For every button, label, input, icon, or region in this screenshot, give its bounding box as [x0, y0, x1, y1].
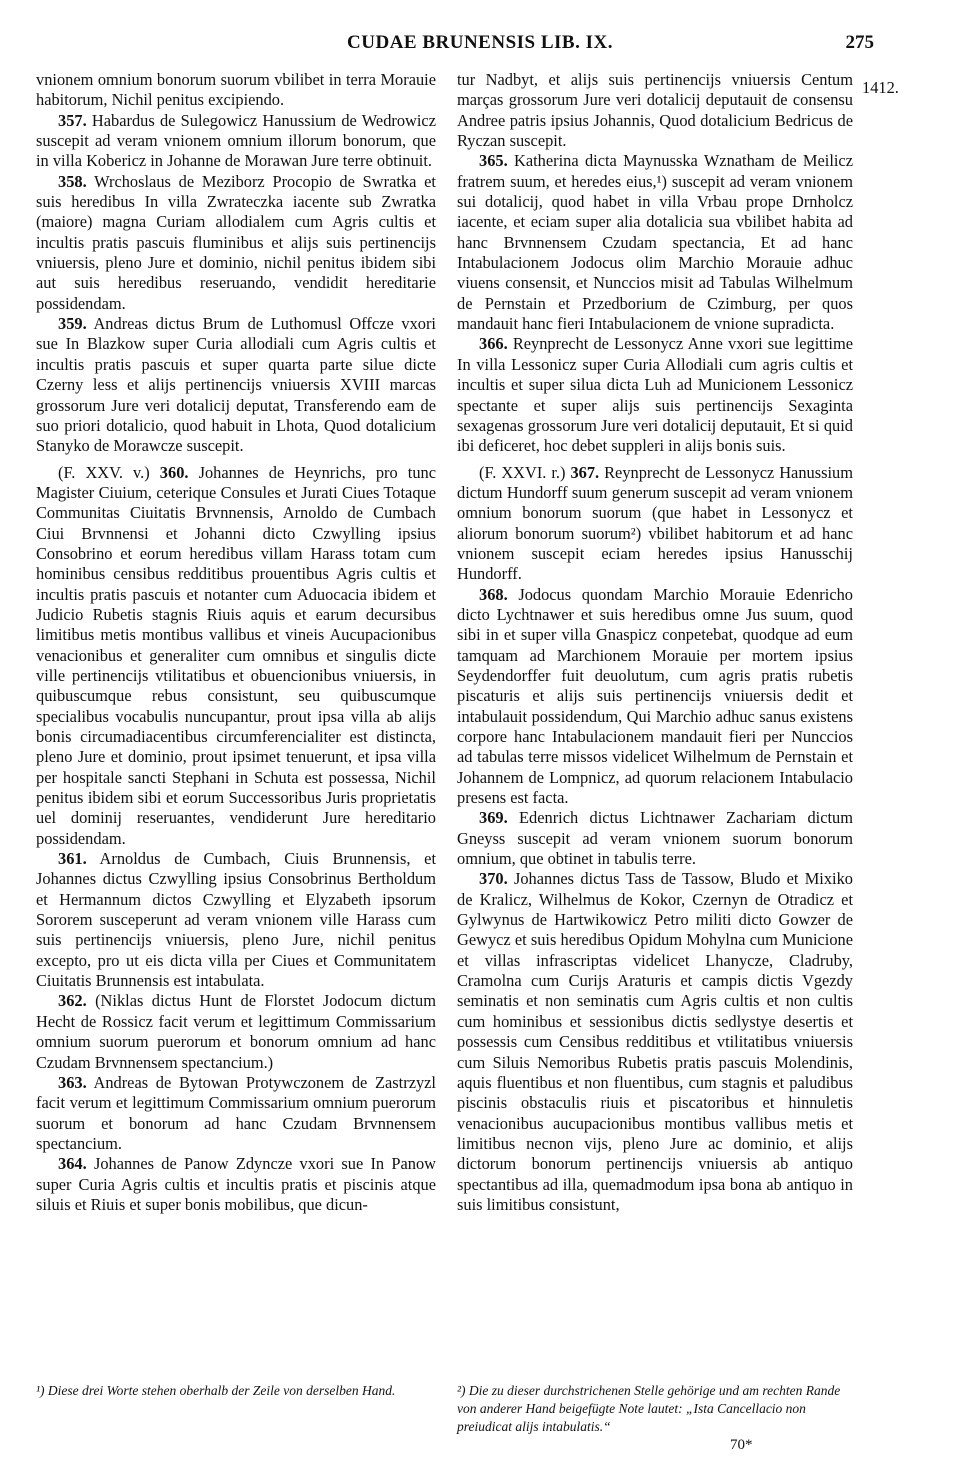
entry-text: (Niklas dictus Hunt de Florstet Jodocum dictum Hecht de Rossicz facit verum et legittimum Commissarium omnium suorum puerorum et bonorum omnium ad hanc Czudam Brvnnensem spectancium.): [36, 991, 436, 1072]
entry-text: Johannes de Heynrichs, pro tunc Magister Ciuium, ceterique Consules et Jurati Ciues Totaque Communitas Ciuitatis Brvnnensis, Arnoldo de Cumbach Ciui Brvnnensi et Johanni dicto Czwylling ipsius Consobrino et eorum heredibus villam Harass totam cum hominibus censibus redditibus prouentibus Agris cultis et incultis pratis pascuis et notanter cum Aduocacia ibidem et Judicio Rubetis stagnis Riuis aquis et earum decursibus limitibus metis montibus vallibus et vineis Aucupacionibus venacionibus et generaliter cum omnibus et singulis dicte ville pertinencijs vtilitatibus et obuencionibus vniuersis, in quibuscumque rebus consistunt, seu quibuscumque specialibus vocabulis nuncupantur, prout ipsa villa ab alijs bonis circumadiacentibus circumferencialiter est distincta, pleno Jure et dominio, prout ipsimet tenuerunt, et ipsa villa per hospitale sancti Stephani in Schuta est possessa, Nichil penitus ibidem sibi et eorum Successoribus Juris proprietatis uel dominij reseruantes, vendiderunt Jure hereditario possidendam.: [36, 462, 436, 848]
entry-number: 367.: [570, 462, 600, 482]
folio-marker: (F. XXVI. r.): [479, 462, 566, 482]
footnote-left: [36, 1382, 436, 1400]
entry-text: Arnoldus de Cumbach, Ciuis Brunnensis, et Johannes dictus Czwylling ipsius Consobrinus Bertholdum et Hermannum dictos Czwylling et Elyzabeth ipsorum Sororem susceperunt ad veram vnionem ville Harass cum suis pertinencijs vniuersis, pleno Jure, nichil penitus excepto, pro ut eis dicta villa per Ciues et Communitatem Ciuitatis Brunnensis est intabulata.: [36, 849, 436, 991]
entry-text: Johannes de Panow Zdyncze vxori sue In Panow super Curia Agris cultis et incultis pratis et piscinis atque siluis et Riuis et super bonis mobilibus, que dicun-: [36, 1154, 436, 1214]
entry-text: vnionem omnium bonorum suorum vbilibet in terra Morauie habitorum, Nichil penitus excipiendo.: [36, 70, 436, 110]
entry-text: Johannes dictus Tass de Tassow, Bludo et Mixiko de Kralicz, Wilhelmus de Kokor, Czernyn de Otradicz et Gylwynus de Hartwikowicz Petro militi dicto Gowzer de Gewycz et suis heredibus Opidum Mohylna cum Municione et villas infrascriptas videlicet Lhanycze, Cladruby, Cramolna cum Curijs Araturis et campis dictis Vgezdy seminatis et non seminatis cum Agris cultis et non cultis cum hominibus et sessionibus dictis sedlystye desertis et possessis cum Censibus redditibus et vtilitatibus vniuersis cum Siluis Nemoribus Rubetis pratis pascuis Molendinis, aquis fluentibus et non fluentibus, cum stagnis et paludibus piscinis obstaculis riuis et piscatoribus et hinnuletis venacionibus aucupacionibus montibus vallibus metis et limitibus necnon vijs, pleno Jure ac dominio, et alijs dictorum bonorum pertinencijs vniuersis ab antiquo spectantibus ad illa, quemadmodum ipsa bona ab antiquo in suis limitibus consistunt,: [457, 869, 853, 1214]
running-head: [0, 28, 960, 62]
left-column: [36, 70, 436, 1215]
signature-mark: 70*: [730, 1437, 753, 1453]
margin-year: 1412.: [862, 78, 899, 97]
entry-continuation: [457, 70, 853, 151]
entry-text: Edenrich dictus Lichtnawer Zachariam dictum Gneyss suscepit ad veram vnionem suorum bonorum omnium, que obtinet in tabulis terre.: [457, 808, 853, 869]
entry-text: Reynprecht de Lessonycz Anne vxori sue legittime In villa Lessonicz super Curia Allodiali cum agris cultis et incultis et super silua dicta Luh ad Municionem Lessonicz spectante et super alijs suis pertinencijs Sexaginta sexagenas grossorum Jure veri dotalicij deputauit, Et si quid ibi deficeret, hoc debet suppleri in alijs bonis suis.: [457, 334, 853, 456]
entry-number: 360.: [159, 462, 189, 482]
entry-359: [36, 314, 436, 456]
entry-text: Andreas dictus Brum de Luthomusl Offcze vxori sue In Blazkow super Curia allodiali cum Agris cultis et incultis pratis pascuis et super quarta parte silue dicte Czerny less et alijs pertinencijs vniuersis XVIII marcas grossorum Jure veri dotalicij deputat, Transferendo eam de suo priori dotalicio, quod habuit in Lhota, Quod dotalicium Stanyko de Morawcze suscepit.: [36, 314, 436, 456]
entry-number: 357.: [58, 110, 87, 130]
right-column: [457, 70, 853, 1215]
entry-number: 369.: [479, 808, 508, 828]
entry-361: [36, 849, 436, 991]
entry-number: 366.: [479, 334, 508, 354]
entry-366: [457, 334, 853, 456]
entry-number: 362.: [58, 991, 87, 1011]
entry-365: [457, 151, 853, 334]
entry-number: 364.: [58, 1154, 87, 1174]
running-title: CUDAE BRUNENSIS LIB. IX.: [347, 32, 613, 53]
entry-text: Reynprecht de Lessonycz Hanussium dictum Hundorff suum generum suscepit ad veram vnionem omnium bonorum suorum (que habet in Lessonycz et aliorum bonorum suorum²) vbilibet habitorum et ad hanc vnionem suscepit eciam heredes ipsius Hanusschij Hundorff.: [457, 462, 853, 584]
footnote-right: [457, 1382, 853, 1436]
entry-363: [36, 1073, 436, 1154]
entry-358: [36, 172, 436, 314]
entry-number: 359.: [58, 314, 87, 334]
entry-number: 370.: [479, 869, 508, 889]
entry-357: [36, 111, 436, 172]
entry-number: 361.: [58, 849, 87, 869]
entry-text: Habardus de Sulegowicz Hanussium de Wedrowicz suscepit ad veram vnionem omnium illorum bonorum, que in villa Kobericz in Johanne de Morawan Jure terre obtinuit.: [36, 110, 436, 171]
entry-370: [457, 869, 853, 1215]
entry-number: 365.: [479, 151, 508, 171]
entry-number: 358.: [58, 171, 87, 191]
entry-367: [457, 463, 853, 585]
page-number: 275: [845, 32, 874, 53]
footnote-2: ²) Die zu dieser durchstrichenen Stelle gehörige und am rechten Rande von anderer Hand beigefügte Note lautet: „Ista Cancellacio non preiudicat alijs intabulatis.“: [457, 1383, 841, 1434]
entry-text: Katherina dicta Maynusska Wznatham de Meilicz fratrem suum, et heredes eius,¹) suscepit ad veram vnionem sui dotalicij, quod habet in villa Vrbau prope Drnholcz iacente, et eciam super alia dotalicia sua vbilibet habita ad hanc Brvnnensem Czudam spectancia, Et ad hanc Intabulacionem Jodocus olim Marchio Morauie adhuc viuens consensit, et Nunccios misit ad Tabulas Wilhelmum de Pernstain et Przedborium de Czimburg, per quos mandauit hanc fieri Intabulacionem de vnione supradicta.: [457, 151, 853, 334]
entry-text: tur Nadbyt, et alijs suis pertinencijs vniuersis Centum marças grossorum Jure veri dotalicij deputauit de consensu Andree patris ipsius Johannis, Quod dotalicium Bedricus de Ryczan suscepit.: [457, 70, 853, 151]
entry-369: [457, 808, 853, 869]
entry-text: Jodocus quondam Marchio Morauie Edenricho dicto Lychtnawer et suis heredibus omne Jus suum, quod sibi in et super villa Gnaspicz conpetebat, quodque ad eum tamquam ad Marchionem Morauie per mortem ipsius Seydendorffer fuit deuolutum, cum agris pratis rubetis piscaturis et alijs suis pertinencijs vniuersis dedit et intabulauit possidendum, Qui Marchio adhuc sanus existens corpore hanc Intabulacionem mandauit fieri per Nunccios ad tabulas terre missos videlicet Wilhelmum de Pernstain et Johannem de Lompnicz, ad quorum relacionem Intabulacio presens est facta.: [457, 584, 853, 808]
folio-marker: (F. XXV. v.): [58, 462, 150, 482]
entry-text: Andreas de Bytowan Protywczonem de Zastrzyzl facit verum et legittimum Commissarium omnium puerorum suorum et bonorum ad hanc Czudam Brvnnensem spectancium.: [36, 1072, 436, 1153]
entry-number: 363.: [58, 1072, 87, 1092]
entry-362: [36, 991, 436, 1072]
entry-number: 368.: [479, 584, 508, 604]
footnote-1: ¹) Diese drei Worte stehen oberhalb der Zeile von derselben Hand.: [36, 1383, 396, 1398]
entry-continuation: [36, 70, 436, 111]
entry-text: Wrchoslaus de Meziborz Procopio de Swratka et suis heredibus In villa Zwrateczka iacente sub Zwratka (maiore) magna Curiam allodialem cum Agris cultis et incultis pratis pascuis fluminibus et alijs suis pertinencijs vniuersis, pleno Jure et dominio, nichil penitus ibidem sibi aut suis heredibus reseruando, vendidit hereditarie possidendam.: [36, 171, 436, 313]
entry-360: [36, 463, 436, 850]
entry-364: [36, 1154, 436, 1215]
entry-368: [457, 585, 853, 809]
